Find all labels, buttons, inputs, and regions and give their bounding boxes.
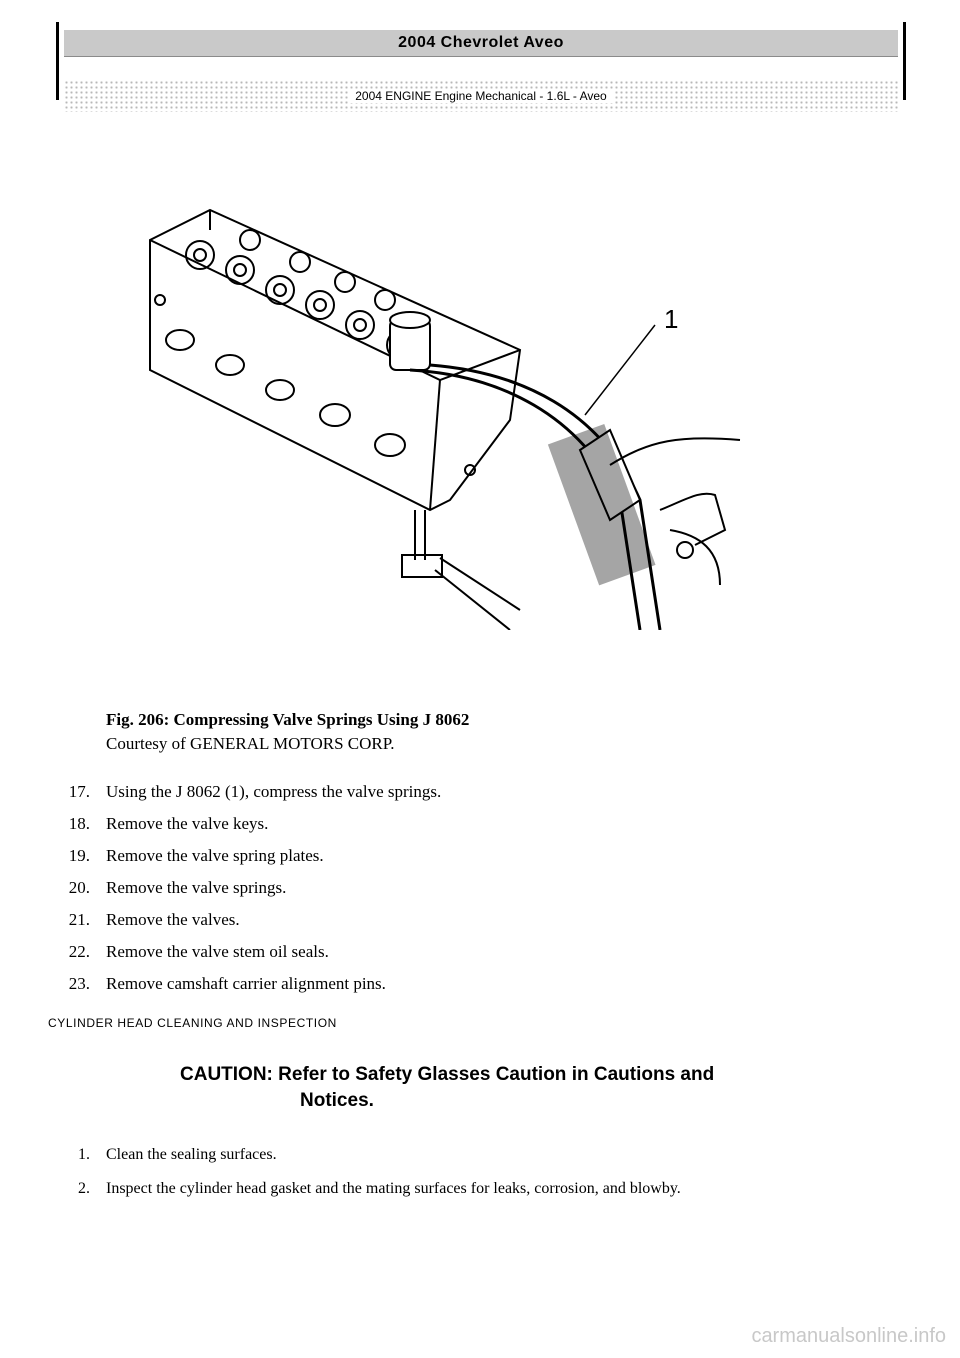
step-number: 17. [68,782,90,801]
step-text: Remove the valve stem oil seals. [106,942,329,961]
step-text: Remove camshaft carrier alignment pins. [106,974,386,993]
list-item [58,1142,898,1168]
figure-caption-title: Fig. 206: Compressing Valve Springs Using J 8062 [106,710,470,729]
list-item [58,782,898,814]
inspection-steps-list [58,1142,898,1210]
step-text: Inspect the cylinder head gasket and the mating surfaces for leaks, corrosion, and blowby. [106,1180,681,1197]
step-number: 19. [68,846,90,865]
section-heading: CYLINDER HEAD CLEANING AND INSPECTION [48,1016,337,1030]
step-text: Remove the valves. [106,910,240,929]
list-item [58,814,898,846]
step-text: Remove the valve keys. [106,814,269,833]
step-text: Using the J 8062 (1), compress the valve springs. [106,782,442,801]
header-right-rule [903,22,906,100]
caution-line-1: CAUTION: Refer to Safety Glasses Caution in Cautions and [180,1064,715,1085]
step-number: 1. [78,1146,90,1163]
step-number: 21. [68,910,90,929]
list-item [58,846,898,878]
step-number: 20. [68,878,90,897]
header-title: 2004 Chevrolet Aveo [398,34,564,51]
valve-spring-compressor-illustration [140,200,780,630]
header-left-rule [56,22,59,100]
footer-watermark: carmanualsonline.info [751,1325,946,1347]
list-item [58,974,898,1006]
list-item [58,878,898,910]
figure-callout-1: 1 [664,304,679,334]
header-subtitle-band [64,80,898,112]
step-text: Remove the valve springs. [106,878,287,897]
header-title-band [64,30,898,57]
removal-steps-list [58,782,898,1006]
list-item [58,910,898,942]
page-header [56,22,906,103]
step-number: 2. [78,1180,90,1197]
list-item [58,942,898,974]
figure-caption [106,708,469,756]
header-subtitle: 2004 ENGINE Engine Mechanical - 1.6L - Aveo [349,89,612,103]
figure-caption-credit: Courtesy of GENERAL MOTORS CORP. [106,734,395,753]
step-text: Clean the sealing surfaces. [106,1146,277,1163]
step-number: 22. [68,942,90,961]
caution-line-2: Notices. [300,1090,374,1111]
step-number: 23. [68,974,90,993]
list-item [58,1176,898,1202]
step-text: Remove the valve spring plates. [106,846,324,865]
step-number: 18. [68,814,90,833]
caution-note [180,1062,840,1114]
